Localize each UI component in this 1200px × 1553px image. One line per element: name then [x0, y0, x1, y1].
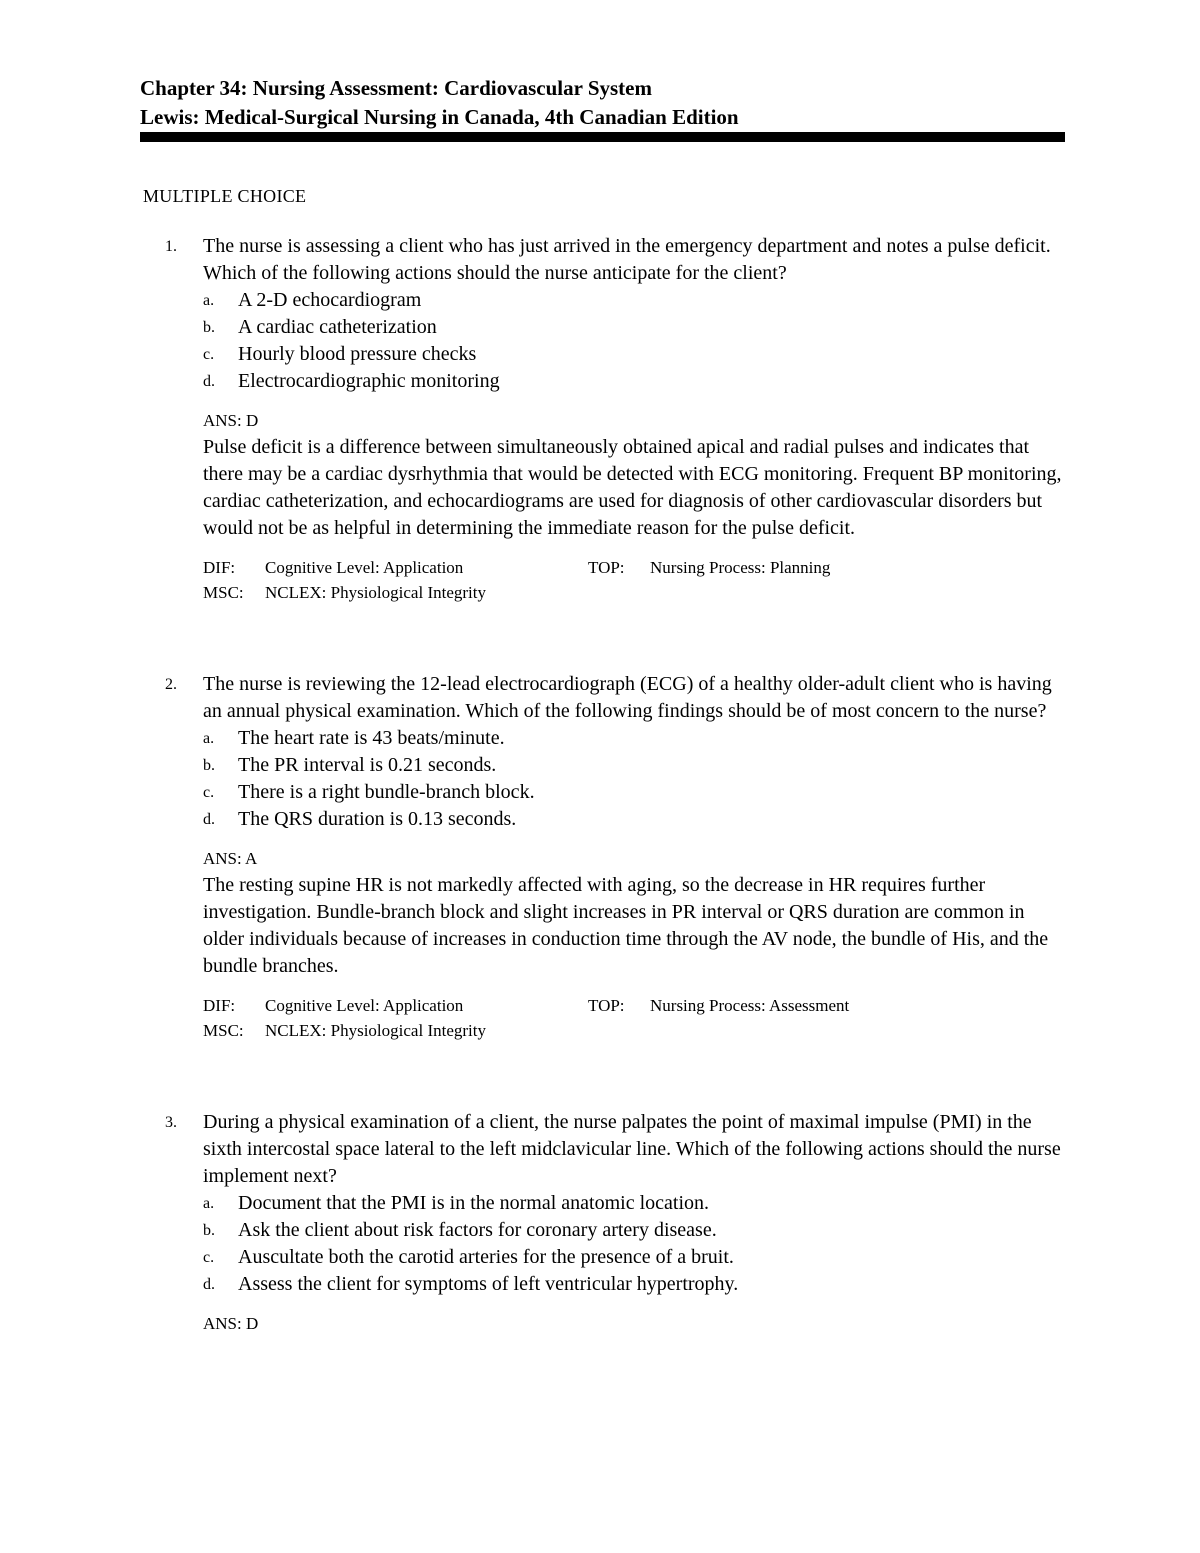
- question-3: [143, 1109, 1068, 1337]
- option-text: Hourly blood pressure checks: [238, 343, 477, 365]
- option-letter: b.: [203, 1222, 215, 1239]
- option-letter: d.: [203, 1276, 215, 1293]
- option-b: [143, 752, 1068, 779]
- answer-key: ANS: D: [203, 411, 259, 430]
- header-rule: [140, 132, 1065, 142]
- option-text: A 2-D echocardiogram: [238, 289, 422, 311]
- answer-rationale: The resting supine HR is not markedly affected with aging, so the decrease in HR requires further investigation. Bundle-branch block and slight increases in PR interval or QRS duration are common in older individuals because of increases in conduction time through the AV node, the bundle of His, and the bundle branches.: [203, 874, 1049, 977]
- answer-options: [143, 725, 1068, 833]
- top-value: Nursing Process: Assessment: [650, 996, 850, 1015]
- question-2: [143, 671, 1068, 1043]
- dif-label: DIF:: [203, 558, 236, 577]
- chapter-title: Chapter 34: Nursing Assessment: Cardiovascular System: [140, 76, 652, 100]
- dif-label: DIF:: [203, 996, 236, 1015]
- section-heading: MULTIPLE CHOICE: [143, 186, 307, 206]
- question-stem: During a physical examination of a client, the nurse palpates the point of maximal impulse (PMI) in the sixth intercostal space lateral to the left midclavicular line. Which of the following actions should the nurse implement next?: [203, 1111, 1061, 1187]
- answer-rationale: Pulse deficit is a difference between simultaneously obtained apical and radial pulses and indicates that there may be a cardiac dysrhythmia that would be detected with ECG monitoring. Frequent BP monitoring, cardiac catheterization, and echocardiograms are used for diagnosis of other cardiovascular disorders but would not be as helpful in determining the immediate reason for the pulse deficit.: [203, 436, 1062, 539]
- option-c: [143, 779, 1068, 806]
- answer-options: [143, 1190, 1068, 1298]
- document-header: [140, 74, 1065, 132]
- option-c: [143, 1244, 1068, 1271]
- option-d: [143, 1271, 1068, 1298]
- option-text: Ask the client about risk factors for coronary artery disease.: [238, 1219, 717, 1241]
- question-metadata: [203, 993, 1068, 1043]
- question-number: 1.: [165, 238, 177, 255]
- top-value: Nursing Process: Planning: [650, 558, 831, 577]
- option-a: [143, 725, 1068, 752]
- dif-value: Cognitive Level: Application: [265, 558, 464, 577]
- answer-key: ANS: A: [203, 849, 258, 868]
- option-text: Assess the client for symptoms of left ventricular hypertrophy.: [238, 1273, 739, 1295]
- option-text: Auscultate both the carotid arteries for the presence of a bruit.: [238, 1246, 734, 1268]
- option-d: [143, 368, 1068, 395]
- option-letter: d.: [203, 373, 215, 390]
- option-d: [143, 806, 1068, 833]
- option-letter: a.: [203, 1195, 215, 1212]
- option-text: The PR interval is 0.21 seconds.: [238, 754, 497, 776]
- option-a: [143, 1190, 1068, 1217]
- msc-label: MSC:: [203, 583, 244, 602]
- option-text: The QRS duration is 0.13 seconds.: [238, 808, 517, 830]
- option-letter: b.: [203, 319, 215, 336]
- option-b: [143, 1217, 1068, 1244]
- book-title: Lewis: Medical-Surgical Nursing in Canada, 4th Canadian Edition: [140, 105, 739, 129]
- option-letter: b.: [203, 757, 215, 774]
- option-letter: c.: [203, 1249, 215, 1266]
- option-letter: c.: [203, 346, 215, 363]
- msc-label: MSC:: [203, 1021, 244, 1040]
- msc-value: NCLEX: Physiological Integrity: [265, 1021, 486, 1040]
- question-stem: The nurse is reviewing the 12-lead electrocardiograph (ECG) of a healthy older-adult client who is having an annual physical examination. Which of the following findings should be of most concern to the nurse?: [203, 673, 1052, 722]
- msc-value: NCLEX: Physiological Integrity: [265, 583, 486, 602]
- option-text: Document that the PMI is in the normal anatomic location.: [238, 1192, 710, 1214]
- top-label: TOP:: [588, 996, 625, 1015]
- question-metadata: [203, 555, 1068, 605]
- option-a: [143, 287, 1068, 314]
- answer-key: ANS: D: [203, 1314, 259, 1333]
- dif-value: Cognitive Level: Application: [265, 996, 464, 1015]
- option-text: The heart rate is 43 beats/minute.: [238, 727, 505, 749]
- answer-options: [143, 287, 1068, 395]
- option-letter: a.: [203, 292, 215, 309]
- option-text: A cardiac catheterization: [238, 316, 437, 338]
- question-number: 2.: [165, 676, 177, 693]
- option-letter: c.: [203, 784, 215, 801]
- question-stem: The nurse is assessing a client who has just arrived in the emergency department and notes a pulse deficit. Which of the following actions should the nurse anticipate for the client?: [203, 235, 1051, 284]
- option-letter: d.: [203, 811, 215, 828]
- option-text: There is a right bundle-branch block.: [238, 781, 535, 803]
- option-text: Electrocardiographic monitoring: [238, 370, 500, 392]
- top-label: TOP:: [588, 558, 625, 577]
- question-1: [143, 233, 1068, 605]
- option-c: [143, 341, 1068, 368]
- question-number: 3.: [165, 1114, 177, 1131]
- option-letter: a.: [203, 730, 215, 747]
- option-b: [143, 314, 1068, 341]
